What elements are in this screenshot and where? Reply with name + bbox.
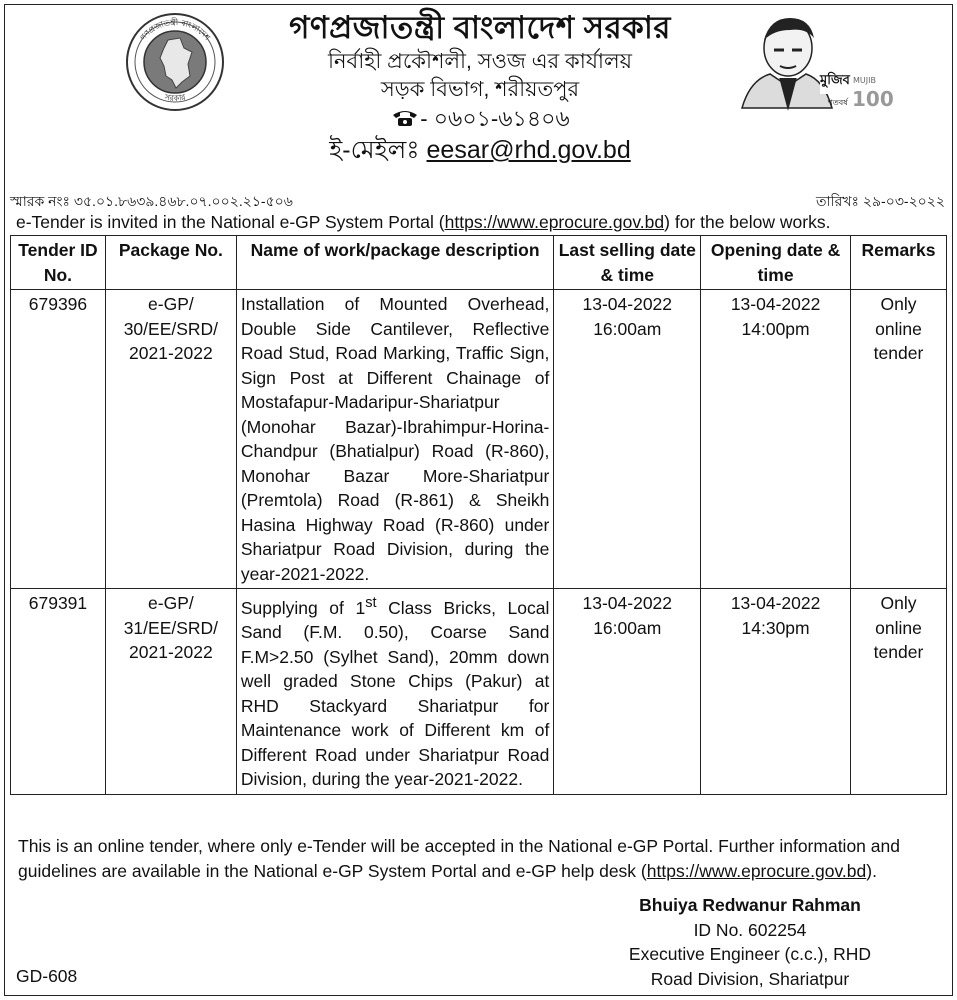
last-selling-date: 13-04-2022 (582, 294, 673, 314)
package-line: 2021-2022 (129, 343, 213, 363)
logo-100: 100 (852, 87, 894, 111)
email-label: ই-মেইলঃ (329, 136, 420, 164)
signatory-name: Bhuiya Redwanur Rahman (639, 895, 861, 915)
opening-time: 14:30pm (741, 617, 810, 638)
intro-before: e-Tender is invited in the National e-GP System Portal ( (16, 212, 445, 232)
last-selling-time: 16:00am (593, 318, 662, 339)
remarks-line: online (875, 617, 922, 638)
signatory-title: Executive Engineer (c.c.), RHD (628, 944, 872, 964)
header-name: Name of work/package description (236, 236, 554, 290)
header-tender-id: Tender ID No. (11, 236, 106, 290)
signatory-office: Road Division, Shariatpur (650, 968, 850, 989)
logo-mujib-en: MUJIB (853, 76, 876, 85)
opening-cell (701, 290, 851, 589)
remarks-cell (850, 589, 946, 795)
seal-text-top: গণপ্রজাতন্ত্রী বাংলাদেশ (138, 17, 212, 43)
tender-id-cell: 679391 (11, 589, 106, 795)
package-line: 2021-2022 (129, 642, 213, 662)
header-last-selling: Last selling date & time (554, 236, 701, 290)
gd-number: GD-608 (16, 966, 78, 986)
tender-table (10, 235, 947, 795)
tender-id-cell: 679396 (11, 290, 106, 589)
package-line: 30/EE/SRD/ (123, 318, 219, 339)
notice-header (0, 0, 957, 190)
memo-date: তারিখঃ ২৯-০৩-২০২২ (816, 193, 945, 209)
package-line: 31/EE/SRD/ (123, 617, 219, 638)
signatory-id: ID No. 602254 (693, 919, 807, 940)
office-block (230, 8, 730, 166)
telephone-icon (390, 109, 420, 127)
remarks-cell (850, 290, 946, 589)
table-row (11, 290, 947, 589)
package-cell (105, 290, 236, 589)
table-header-row (11, 236, 947, 290)
footer-note-after: ). (866, 860, 877, 881)
memo-number: স্মারক নংঃ ৩৫.০১.৮৬৩৯.৪৬৮.০৭.০০২.২১-৫০৬ (10, 193, 293, 209)
last-selling-date: 13-04-2022 (582, 593, 673, 613)
government-title: গণপ্রজাতন্ত্রী বাংলাদেশ সরকার (289, 10, 671, 45)
description-cell (236, 589, 554, 795)
eprocure-help-link[interactable]: https://www.eprocure.gov.bd (646, 860, 867, 881)
phone-line (230, 104, 730, 134)
header-opening: Opening date & time (701, 236, 851, 290)
logo-mujib-bn: মুজিব (820, 73, 850, 88)
eprocure-link[interactable]: https://www.eprocure.gov.bd (444, 212, 665, 232)
remarks-line: online (875, 318, 922, 339)
description-superscript: st (365, 595, 377, 611)
government-seal-icon (122, 12, 228, 112)
email-link[interactable]: eesar@rhd.gov.bd (426, 136, 631, 164)
phone-number: - ০৬০১-৬১৪০৬ (420, 106, 570, 131)
opening-cell (701, 589, 851, 795)
package-cell (105, 589, 236, 795)
opening-date: 13-04-2022 (730, 593, 821, 613)
division-name: সড়ক বিভাগ, শরীয়তপুর (380, 78, 580, 101)
opening-time: 14:00pm (741, 318, 810, 339)
signature-block (600, 893, 900, 991)
email-line (230, 134, 730, 166)
office-name: নির্বাহী প্রকৌশলী, সওজ এর কার্যালয় (327, 50, 633, 73)
remarks-line: Only (880, 294, 917, 314)
svg-text:সরকার (163, 92, 187, 103)
intro-text (16, 212, 830, 233)
last-selling-time: 16:00am (593, 617, 662, 638)
description-part: Class Bricks, Local Sand (F.M. 0.50), Coarse Sand F.M>2.50 (Sylhet Sand), 20mm down well graded Stone Chips (Pakur) at RHD Stackyard Shariatpur for Maintenance work of Different km of Different Road under Shariatpur Road Division, during the year-2021-2022. (240, 597, 550, 790)
header-package: Package No. (105, 236, 236, 290)
opening-date: 13-04-2022 (730, 294, 821, 314)
logo-shotoborsho: শতবর্ষ (828, 98, 848, 107)
mujib-centenary-logo-icon (740, 10, 894, 111)
package-line: e-GP/ (148, 593, 194, 613)
description-part: Supplying of 1 (240, 597, 366, 618)
last-selling-cell (554, 290, 701, 589)
description-cell: Installation of Mounted Overhead, Double Side Cantilever, Reflective Road Stud, Road Marking, Traffic Sign, Sign Post at Different Chainage of Mostafapur-Madaripur-Shariatpur (Monohar Bazar)-Ibrahimpur-Horina-Chandpur (Bhatialpur) Road (R-860), Monohar Bazar More-Shariatpur (Premtola) Road (R-861) & Sheikh Hasina Highway Road (R-860) under Shariatpur Road Division, during the year-2021-2022. (236, 290, 554, 589)
table-row (11, 589, 947, 795)
last-selling-cell (554, 589, 701, 795)
intro-after: ) for the below works. (664, 212, 831, 232)
remarks-line: tender (873, 343, 924, 363)
header-remarks: Remarks (850, 236, 946, 290)
seal-text-bottom: সরকার (163, 92, 187, 104)
footer-note (18, 834, 943, 883)
footer-note-before: This is an online tender, where only e-Tender will be accepted in the National e-GP Portal. Further information and guidelines are available in the National e-GP System Portal and e-GP help desk ( (18, 836, 900, 881)
remarks-line: tender (873, 642, 924, 662)
package-line: e-GP/ (148, 294, 194, 314)
remarks-line: Only (880, 593, 917, 613)
